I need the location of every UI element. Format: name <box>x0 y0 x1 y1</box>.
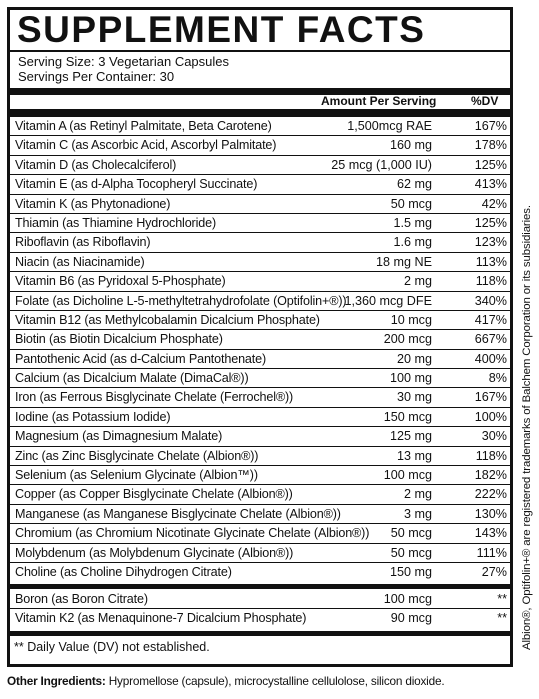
nutrient-daily-value: 113% <box>475 254 507 269</box>
nutrient-amount: 62 mg <box>396 177 432 192</box>
nutrient-row <box>10 388 510 407</box>
nutrient-daily-value: 118% <box>475 274 507 289</box>
nutrient-row <box>10 563 510 582</box>
nutrient-daily-value: 178% <box>474 138 507 153</box>
footnote-divider <box>10 631 510 636</box>
nutrient-daily-value: 167% <box>474 390 507 405</box>
nutrient-amount: 3 mg <box>404 506 432 521</box>
nutrient-row <box>10 253 510 272</box>
nutrient-amount: 1.5 mg <box>393 215 432 230</box>
nutrient-name: Chromium (as Chromium Nicotinate Glycinate Chelate (Albion®)) <box>15 526 370 541</box>
nutrient-row <box>10 590 510 609</box>
nutrient-amount: 10 mcg <box>390 312 432 327</box>
nutrient-row <box>10 175 510 194</box>
nutrient-daily-value: 27% <box>481 564 507 579</box>
nutrient-daily-value: 42% <box>481 196 507 211</box>
nutrient-row <box>10 505 510 524</box>
nutrient-name: Manganese (as Manganese Bisglycinate Chelate (Albion®)) <box>15 506 341 521</box>
nutrient-amount: 100 mcg <box>383 592 432 606</box>
nutrient-name: Molybdenum (as Molybdenum Glycinate (Albion®)) <box>15 545 294 560</box>
nutrient-daily-value: 8% <box>488 371 507 386</box>
nutrient-daily-value: 30% <box>481 429 507 444</box>
nutrient-table <box>10 117 510 582</box>
panel-title: SUPPLEMENT FACTS <box>17 9 426 50</box>
nutrient-amount: 50 mcg <box>390 196 432 211</box>
nutrient-amount: 25 mcg (1,000 IU) <box>331 157 432 172</box>
nutrient-daily-value: 417% <box>474 312 507 327</box>
nutrient-row <box>10 427 510 446</box>
nutrient-name: Folate (as Dicholine L-5-methyltetrahydrofolate (Optifolin+®)) <box>15 293 347 308</box>
nutrient-name: Zinc (as Zinc Bisglycinate Chelate (Albion®)) <box>15 448 259 463</box>
nutrient-amount: 2 mg <box>404 487 432 502</box>
servings-per-container: Servings Per Container: 30 <box>18 69 175 84</box>
nutrient-name: Selenium (as Selenium Glycinate (Albion™)) <box>15 468 258 483</box>
nutrient-row <box>10 369 510 388</box>
nutrient-row <box>10 292 510 311</box>
nutrient-amount: 1,360 mcg DFE <box>344 293 432 308</box>
nutrient-amount: 30 mg <box>396 390 432 405</box>
nutrient-daily-value: 340% <box>474 293 507 308</box>
nutrient-row <box>10 544 510 563</box>
other-ingredients <box>7 673 444 689</box>
nutrient-amount: 90 mcg <box>390 611 432 626</box>
nutrient-daily-value: ** <box>497 611 507 626</box>
nutrient-name: Vitamin A (as Retinyl Palmitate, Beta Carotene) <box>15 119 272 133</box>
other-ingredients-label: Other Ingredients: <box>7 674 106 688</box>
nutrient-amount: 100 mcg <box>383 468 432 483</box>
trademark-notice: Albion®, Optifolin+® are registered trademarks of Balchem Corporation or its subsidiaries. <box>521 205 533 650</box>
nutrient-daily-value: 667% <box>474 332 507 347</box>
nutrient-name: Niacin (as Niacinamide) <box>15 254 145 269</box>
nutrient-name: Riboflavin (as Riboflavin) <box>15 235 151 250</box>
nutrient-row <box>10 350 510 369</box>
nutrient-daily-value: 123% <box>474 235 507 250</box>
nutrient-name: Biotin (as Biotin Dicalcium Phosphate) <box>15 332 223 347</box>
nutrient-amount: 13 mg <box>396 448 432 463</box>
nutrient-name: Vitamin K2 (as Menaquinone-7 Dicalcium Phosphate) <box>15 611 307 626</box>
nutrient-row <box>10 447 510 466</box>
nutrient-row <box>10 485 510 504</box>
nutrient-daily-value: 413% <box>474 177 507 192</box>
nutrient-daily-value: ** <box>497 592 507 606</box>
nutrient-row <box>10 117 510 136</box>
nutrient-name: Vitamin D (as Cholecalciferol) <box>15 157 177 172</box>
nutrient-row <box>10 330 510 349</box>
nutrient-daily-value: 400% <box>474 351 507 366</box>
nutrient-row <box>10 609 510 628</box>
nutrient-name: Choline (as Choline Dihydrogen Citrate) <box>15 564 232 579</box>
nutrient-name: Vitamin B6 (as Pyridoxal 5-Phosphate) <box>15 274 226 289</box>
nutrient-row <box>10 233 510 252</box>
nutrient-amount: 200 mcg <box>383 332 432 347</box>
nutrient-name: Boron (as Boron Citrate) <box>15 592 148 606</box>
nutrient-name: Vitamin E (as d-Alpha Tocopheryl Succinate) <box>15 177 258 192</box>
nutrient-name: Pantothenic Acid (as d-Calcium Pantothenate) <box>15 351 267 366</box>
supplement-facts-panel <box>7 7 513 667</box>
nutrient-divider <box>10 584 510 589</box>
serving-size: Serving Size: 3 Vegetarian Capsules <box>18 54 230 69</box>
nutrient-name: Vitamin K (as Phytonadione) <box>15 196 171 211</box>
title-rule <box>10 50 510 52</box>
nutrient-row <box>10 524 510 543</box>
nutrient-row <box>10 136 510 155</box>
nutrient-amount: 160 mg <box>389 138 432 153</box>
nutrient-name: Magnesium (as Dimagnesium Malate) <box>15 429 223 444</box>
nutrient-daily-value: 125% <box>474 157 507 172</box>
nutrient-amount: 125 mg <box>389 429 432 444</box>
header-amount-per-serving: Amount Per Serving <box>321 94 437 108</box>
nutrient-name: Thiamin (as Thiamine Hydrochloride) <box>15 215 216 230</box>
nutrient-daily-value: 167% <box>474 119 507 133</box>
nutrient-name: Iron (as Ferrous Bisglycinate Chelate (Ferrochel®)) <box>15 390 294 405</box>
nutrient-row <box>10 272 510 291</box>
nutrient-amount: 2 mg <box>404 274 432 289</box>
nutrient-row <box>10 311 510 330</box>
nutrient-daily-value: 130% <box>474 506 507 521</box>
nutrient-name: Vitamin B12 (as Methylcobalamin Dicalcium Phosphate) <box>15 312 320 327</box>
nutrient-daily-value: 222% <box>474 487 507 502</box>
nutrient-amount: 150 mg <box>389 564 432 579</box>
nutrient-name: Vitamin C (as Ascorbic Acid, Ascorbyl Palmitate) <box>15 138 277 153</box>
nutrient-amount: 1.6 mg <box>393 235 432 250</box>
header-daily-value: %DV <box>471 94 499 108</box>
nutrient-daily-value: 111% <box>476 545 507 560</box>
nutrient-amount: 50 mcg <box>390 526 432 541</box>
nutrient-row <box>10 466 510 485</box>
nutrient-daily-value: 125% <box>474 215 507 230</box>
footnote: ** Daily Value (DV) not established. <box>14 640 210 654</box>
nutrient-amount: 150 mcg <box>383 409 432 424</box>
nutrient-amount: 100 mg <box>389 371 432 386</box>
header-divider <box>10 109 510 117</box>
nutrient-name: Calcium (as Dicalcium Malate (DimaCal®)) <box>15 371 249 386</box>
nutrient-amount: 18 mg NE <box>376 254 432 269</box>
other-ingredients-text: Hypromellose (capsule), microcystalline cellulolose, silicon dioxide. <box>105 674 445 688</box>
nutrient-amount: 1,500mcg RAE <box>347 119 432 133</box>
nutrient-daily-value: 143% <box>474 526 507 541</box>
nutrient-row <box>10 214 510 233</box>
nutrient-daily-value: 118% <box>475 448 507 463</box>
nutrient-amount: 50 mcg <box>390 545 432 560</box>
other-nutrient-table <box>10 590 510 629</box>
nutrient-daily-value: 100% <box>474 409 507 424</box>
nutrient-amount: 20 mg <box>396 351 432 366</box>
nutrient-name: Iodine (as Potassium Iodide) <box>15 409 171 424</box>
nutrient-daily-value: 182% <box>474 468 507 483</box>
nutrient-row <box>10 408 510 427</box>
nutrient-name: Copper (as Copper Bisglycinate Chelate (Albion®)) <box>15 487 293 502</box>
nutrient-row <box>10 156 510 175</box>
nutrient-row <box>10 195 510 214</box>
